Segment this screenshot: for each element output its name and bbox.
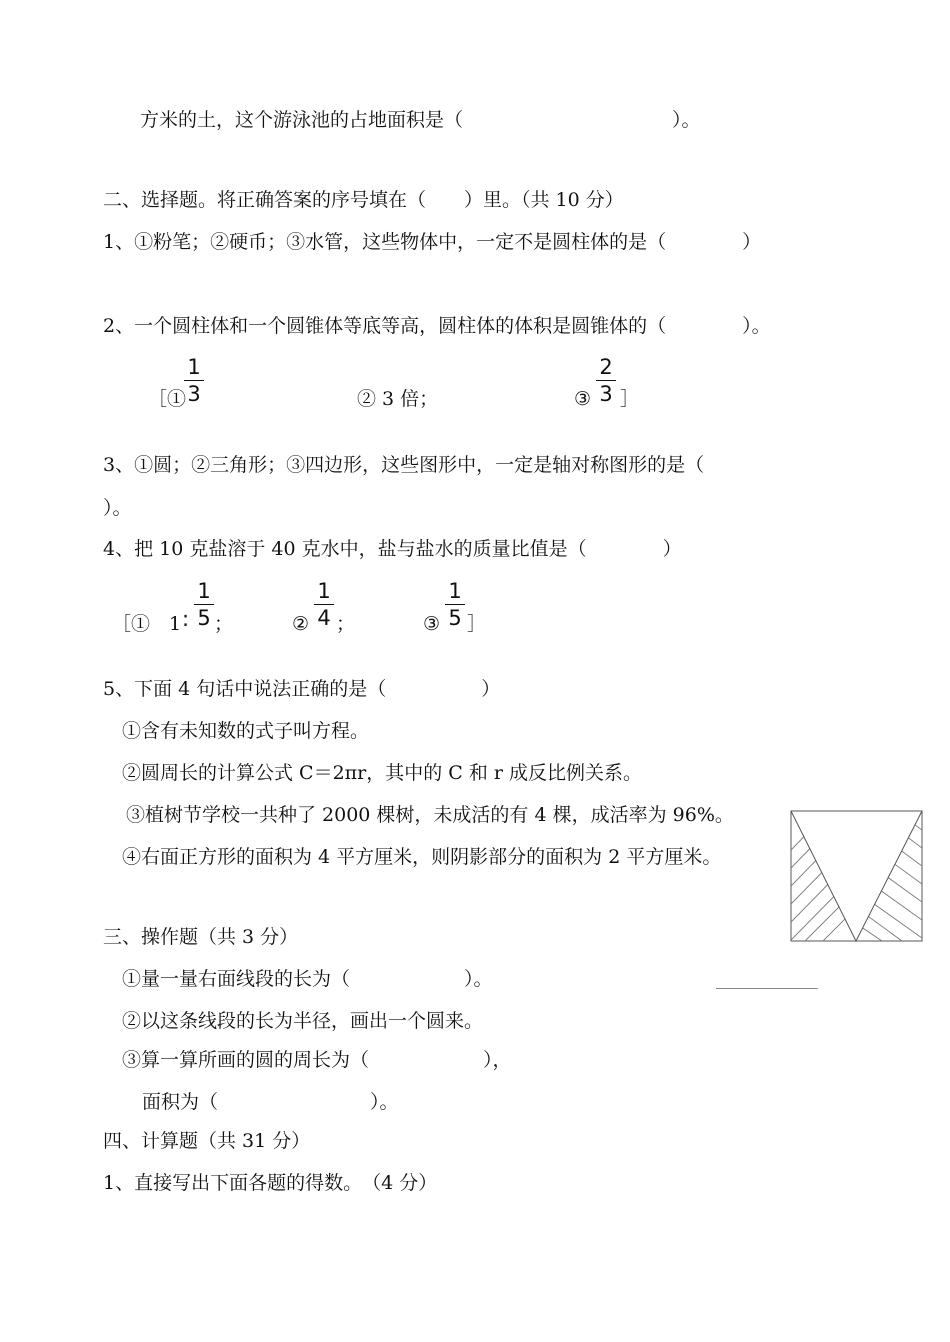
fraction-denominator: 5: [197, 606, 211, 630]
fraction-numerator: 2: [599, 355, 613, 379]
square-outline: [791, 811, 922, 941]
fraction-denominator: 4: [317, 606, 331, 630]
fraction-numerator: 1: [448, 579, 462, 603]
q2-4-option1-label: ［① 1: [112, 613, 182, 635]
q2-4-option2-fraction: [314, 579, 334, 630]
q2-4-option3-close: ］: [467, 613, 487, 635]
fraction-bar: [445, 604, 465, 605]
q2-4-option1-sep: ；: [214, 613, 234, 635]
q2-5-statement-3: ③植树节学校一共种了 2000 棵树，未成活的有 4 棵，成活率为 96%。: [126, 804, 734, 826]
op-item-2: ②以这条线段的长为半径，画出一个圆来。: [122, 1010, 484, 1032]
q2-4-option1-fraction: [194, 579, 214, 630]
q2-4-option2-sep: ；: [336, 613, 356, 635]
fraction-bar: [596, 380, 616, 381]
v-shape-lines: [791, 811, 922, 941]
fraction-denominator: 5: [448, 606, 462, 630]
q2-4-option3-label: ③: [423, 613, 441, 635]
carry-over-line: 方米的土，这个游泳池的占地面积是（ ）。: [140, 109, 701, 131]
op-item-1: ①量一量右面线段的长为（ ）。: [122, 968, 493, 990]
q2-5-statement-2: ②圆周长的计算公式 C＝2πr，其中的 C 和 r 成反比例关系。: [122, 762, 643, 784]
q2-5-stem: 5、下面 4 句话中说法正确的是（ ）: [103, 678, 501, 700]
op-item-3: ③算一算所画的圆的周长为（ ），: [122, 1049, 512, 1071]
right-shaded-region: [848, 810, 922, 941]
q2-2-option1-label: ［①: [148, 388, 187, 410]
q2-4-option2-label: ②: [292, 613, 310, 635]
q2-2-option1-fraction: [184, 355, 204, 406]
section3-heading: 三、操作题（共 3 分）: [103, 926, 299, 948]
q2-2-option3-label: ③: [574, 388, 592, 410]
square-shading-figure: [790, 810, 924, 944]
q2-2-option2: ② 3 倍；: [357, 388, 439, 410]
fraction-numerator: 1: [197, 579, 211, 603]
fraction-bar: [184, 380, 204, 381]
section4-heading: 四、计算题（共 31 分）: [103, 1130, 311, 1152]
section2-heading: 二、选择题。将正确答案的序号填在（ ）里。（共 10 分）: [103, 189, 624, 211]
q2-4-option1-colon: :: [182, 607, 190, 631]
q2-4-stem: 4、把 10 克盐溶于 40 克水中，盐与盐水的质量比值是（ ）: [103, 538, 682, 560]
q2-1-stem: 1、①粉笔；②硬币；③水管，这些物体中，一定不是圆柱体的是（ ）: [103, 231, 762, 253]
measure-line-segment: [716, 988, 818, 989]
op-item-3-area: 面积为（ ）。: [142, 1091, 399, 1113]
fraction-numerator: 1: [317, 579, 331, 603]
q2-3-stem: 3、①圆；②三角形；③四边形，这些图形中，一定是轴对称图形的是（: [103, 454, 705, 476]
q2-5-statement-1: ①含有未知数的式子叫方程。: [122, 720, 370, 742]
fraction-numerator: 1: [187, 355, 201, 379]
q2-2-option3-fraction: [596, 355, 616, 406]
q2-5-statement-4: ④右面正方形的面积为 4 平方厘米，则阴影部分的面积为 2 平方厘米。: [122, 846, 722, 868]
q4-1-stem: 1、直接写出下面各题的得数。 （4 分）: [103, 1172, 438, 1194]
q2-2-option3-close: ］: [620, 388, 640, 410]
fraction-denominator: 3: [599, 382, 613, 406]
q2-2-stem: 2、一个圆柱体和一个圆锥体等底等高，圆柱体的体积是圆锥体的（ ）。: [103, 315, 771, 337]
q2-3-stem-cont: ）。: [103, 497, 132, 519]
fraction-bar: [194, 604, 214, 605]
q2-4-option3-fraction: [445, 579, 465, 630]
fraction-denominator: 3: [187, 382, 201, 406]
fraction-bar: [314, 604, 334, 605]
left-shaded-region: [791, 820, 888, 941]
